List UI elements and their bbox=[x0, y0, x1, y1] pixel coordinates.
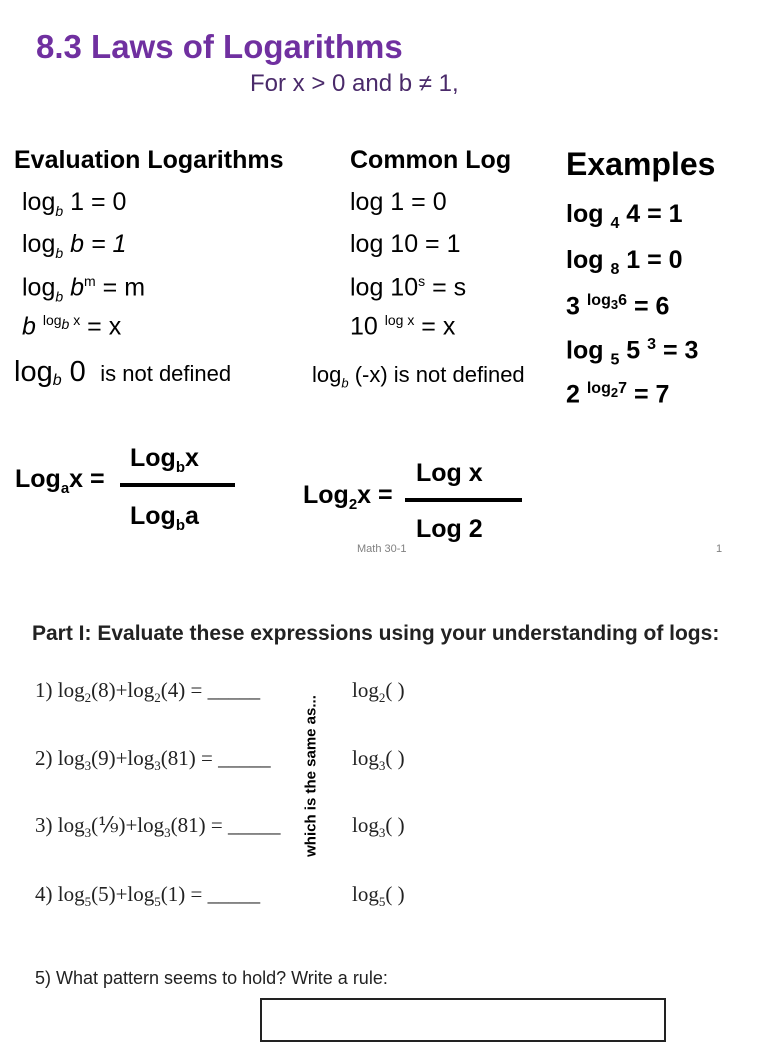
equivalent-log-2: $\log_3$( ) bbox=[352, 746, 405, 774]
problem-2: 2) $\log_3(9)+\log_3(81)$ = _____ bbox=[35, 746, 271, 774]
example-2: log $_8$ 1 = 0 bbox=[566, 246, 683, 278]
rule-answer-box[interactable] bbox=[260, 998, 666, 1042]
footer-page-number: 1 bbox=[716, 543, 723, 555]
example-1: log $_4$ 4 = 1 bbox=[566, 200, 683, 232]
log2-formula-denominator: Log 2 bbox=[416, 515, 483, 543]
problem-3: 3) $\log_3(⅑)+\log_3(81)$ = _____ bbox=[35, 813, 281, 841]
common-rule-1: log 1 = 0 bbox=[350, 188, 447, 216]
log2-formula-lhs: Log$_2$x = bbox=[303, 481, 393, 513]
eval-rule-1: $\log_b 1 = 0$ bbox=[22, 188, 127, 219]
equivalent-log-1: $\log_2$( ) bbox=[352, 678, 405, 706]
eval-rule-2: $\log_b b = 1$ bbox=[22, 230, 127, 261]
common-log-heading: Common Log bbox=[350, 146, 512, 174]
log2-formula-numerator: Log x bbox=[416, 459, 483, 487]
change-of-base-lhs: Log$_a$x = bbox=[15, 465, 105, 497]
common-rule-2: log 10 = 1 bbox=[350, 230, 461, 258]
eval-rule-4: b $^{log_b x}$ = x bbox=[22, 312, 122, 341]
common-rule-3: $\log 10^s = s$ bbox=[350, 273, 467, 302]
equivalent-log-4: $\log_5$( ) bbox=[352, 882, 405, 910]
change-of-base-denominator: Log$_b$a bbox=[130, 502, 199, 534]
examples-heading: Examples bbox=[566, 146, 716, 182]
page-subtitle: For x > 0 and b ≠ 1, bbox=[250, 70, 459, 97]
example-5: 2 $^{log_27}$ = 7 bbox=[566, 380, 670, 409]
fraction-bar-1 bbox=[120, 483, 235, 487]
evaluation-heading: Evaluation Logarithms bbox=[14, 146, 284, 174]
footer-course: Math 30-1 bbox=[357, 543, 407, 555]
question-5: 5) What pattern seems to hold? Write a rule: bbox=[35, 968, 388, 988]
which-is-the-same-as-label: which is the same as... bbox=[302, 695, 320, 857]
eval-rule-5: $\log_b 0$ is not defined bbox=[14, 356, 232, 390]
common-rule-5: $\log_b (-x)$ is not defined bbox=[312, 362, 525, 391]
equivalent-log-3: $\log_3$( ) bbox=[352, 813, 405, 841]
page-title: 8.3 Laws of Logarithms bbox=[36, 28, 403, 65]
change-of-base-numerator: Log$_b$x bbox=[130, 444, 199, 476]
eval-rule-3: $\log_b b^m = m$ bbox=[22, 273, 146, 305]
example-3: 3 $^{log_36}$ = 6 bbox=[566, 292, 670, 321]
example-4: log $_5$ 5 $^3$ = 3 bbox=[566, 336, 699, 369]
problem-1: 1) $\log_2(8)+\log_2(4)$ = _____ bbox=[35, 678, 261, 706]
fraction-bar-2 bbox=[405, 498, 522, 502]
problem-4: 4) $\log_5(5)+\log_5(1)$ = _____ bbox=[35, 882, 261, 910]
part-one-heading: Part I: Evaluate these expressions using your understanding of logs: bbox=[32, 622, 720, 645]
common-rule-4: 10 $^{log x}$ = x bbox=[350, 312, 456, 341]
